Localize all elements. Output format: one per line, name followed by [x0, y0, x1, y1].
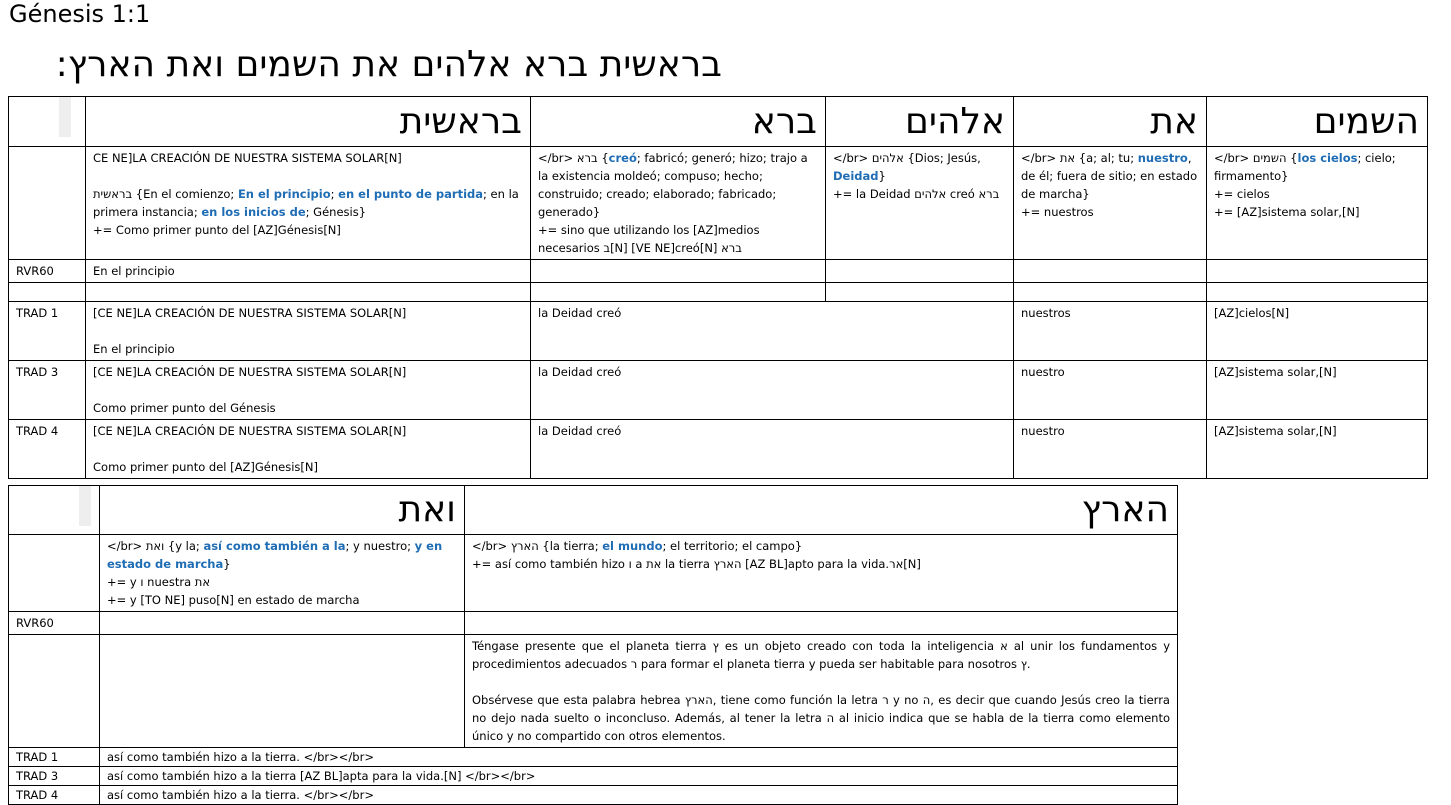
trad3-bereshit: [CE NE]LA CREACIÓN DE NUESTRA SISTEMA SOLAR[N] Como primer punto del Génesis	[86, 361, 531, 420]
header-word-bereshit: בראשית	[86, 97, 531, 147]
header-word-hashamayim: השמים	[1207, 97, 1428, 147]
header-word-elohim: אלהים	[826, 97, 1014, 147]
row-label-trad4: TRAD 4	[9, 786, 100, 805]
note-haaretz	[465, 635, 1178, 748]
header-blank-cell	[9, 97, 86, 147]
rvr60-haaretz	[465, 612, 1178, 635]
trad3-bara-elohim: la Deidad creó	[531, 361, 1014, 420]
spacer-cell	[826, 283, 1014, 302]
row-label-trad1: TRAD 1	[9, 302, 86, 361]
note-label-cell	[9, 635, 100, 748]
row-label-rvr60: RVR60	[9, 260, 86, 283]
trad3-hashamayim: [AZ]sistema solar,[N]	[1207, 361, 1428, 420]
spacer-cell	[1207, 283, 1428, 302]
rvr60-et	[1014, 260, 1207, 283]
note-veet	[100, 635, 465, 748]
defs-label-cell	[9, 535, 100, 612]
shaded-marker	[59, 97, 71, 137]
rvr60-bereshit: En el principio	[86, 260, 531, 283]
definition-bereshit: CE NE]LA CREACIÓN DE NUESTRA SISTEMA SOLAR[N] בראשית {En el comienzo; En el principio; en el punto de partida; en la primera instancia; en los inicios de; Génesis} += Como primer punto del [AZ]Génesis[N]	[86, 147, 531, 260]
trad3-et: nuestro	[1014, 361, 1207, 420]
analysis-table-1	[8, 96, 1428, 479]
definition-hashamayim: </br> השמים {los cielos; cielo; firmamento} += cielos += [AZ]sistema solar,[N]	[1207, 147, 1428, 260]
note-paragraph-2: Obsérvese que esta palabra hebrea הארץ, tiene como función la letra ר y no ה, es decir que cuando Jesús creo la tierra no dejo nada suelto o inconcluso. Además, al tener la letra ה al inicio indica que se habla de la tierra como elemento único y no compartido con otros elementos.	[472, 693, 1170, 743]
rvr60-hashamayim	[1207, 260, 1428, 283]
trad1-hashamayim: [AZ]cielos[N]	[1207, 302, 1428, 361]
row-label-trad1: TRAD 1	[9, 748, 100, 767]
spacer-cell	[531, 283, 826, 302]
trad4-bereshit: [CE NE]LA CREACIÓN DE NUESTRA SISTEMA SOLAR[N] Como primer punto del [AZ]Génesis[N]	[86, 420, 531, 479]
trad1-bereshit: [CE NE]LA CREACIÓN DE NUESTRA SISTEMA SOLAR[N] En el principio	[86, 302, 531, 361]
trad4-bara-elohim: la Deidad creó	[531, 420, 1014, 479]
definition-elohim: </br> אלהים {Dios; Jesús, Deidad} += la Deidad אלהים creó ברא	[826, 147, 1014, 260]
rvr60-elohim	[826, 260, 1014, 283]
trad1-et: nuestros	[1014, 302, 1207, 361]
analysis-table-2	[8, 485, 1178, 805]
verse-hebrew-text: בראשית ברא אלהים את השמים ואת הארץ:	[55, 44, 722, 85]
spacer-cell	[9, 283, 86, 302]
definition-veet: </br> ואת {y la; así como también a la; y nuestro; y en estado de marcha} += y ו nuestra את += y [TO NE] puso[N] en estado de marcha	[100, 535, 465, 612]
trad1-bara-elohim: la Deidad creó	[531, 302, 1014, 361]
header-word-et: את	[1014, 97, 1207, 147]
note-paragraph-1: Téngase presente que el planeta tierra ץ es un objeto creado con toda la inteligencia א al unir los fundamentos y procedimientos adecuados ר para formar el planeta tierra y pueda ser habitable para nosotros ץ.	[472, 639, 1171, 671]
row-label-trad4: TRAD 4	[9, 420, 86, 479]
rvr60-veet	[100, 612, 465, 635]
definition-bara: </br> ברא {creó; fabricó; generó; hizo; trajo a la existencia moldeó; compuso; hecho; construido; creado; elaborado; fabricado; generado} += sino que utilizando los [AZ]medios necesarios ב[N] [VE NE]creó[N] ברא	[531, 147, 826, 260]
header-word-bara: ברא	[531, 97, 826, 147]
trad4-et: nuestro	[1014, 420, 1207, 479]
trad1-text: así como también hizo a la tierra. </br></br>	[100, 748, 1178, 767]
trad4-hashamayim: [AZ]sistema solar,[N]	[1207, 420, 1428, 479]
definition-et: </br> את {a; al; tu; nuestro, de él; fuera de sitio; en estado de marcha} += nuestros	[1014, 147, 1207, 260]
trad4-text: así como también hizo a la tierra. </br></br>	[100, 786, 1178, 805]
verse-reference: Génesis 1:1	[9, 0, 151, 28]
spacer-cell	[1014, 283, 1207, 302]
header-word-veet: ואת	[100, 486, 465, 535]
definition-haaretz: </br> הארץ {la tierra; el mundo; el territorio; el campo} += así como también hizo ו a את la tierra הארץ [AZ BL]apto para la vida.אר[N]	[465, 535, 1178, 612]
rvr60-bara	[531, 260, 826, 283]
row-label-trad3: TRAD 3	[9, 767, 100, 786]
trad3-text: así como también hizo a la tierra [AZ BL]apta para la vida.[N] </br></br>	[100, 767, 1178, 786]
spacer-cell	[86, 283, 531, 302]
defs-label-cell	[9, 147, 86, 260]
header-word-haaretz: הארץ	[465, 486, 1178, 535]
row-label-trad3: TRAD 3	[9, 361, 86, 420]
shaded-marker	[79, 486, 91, 526]
row-label-rvr60: RVR60	[9, 612, 100, 635]
header-blank-cell	[9, 486, 100, 535]
